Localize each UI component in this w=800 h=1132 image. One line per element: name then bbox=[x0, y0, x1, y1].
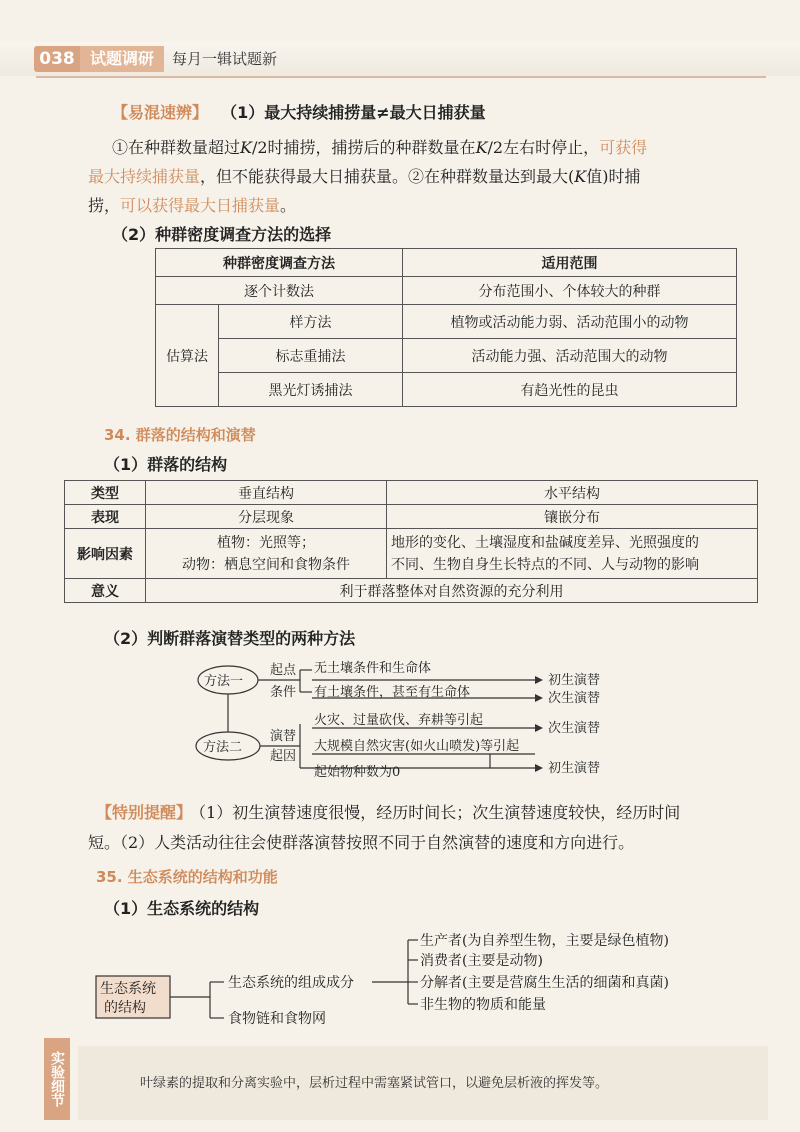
table-header: 垂直结构 bbox=[146, 481, 387, 505]
header-subtitle: 每月一辑试题新 bbox=[172, 50, 278, 68]
section-35-title: 35. 生态系统的结构和功能 bbox=[96, 868, 278, 886]
table-cell: 黑光灯诱捕法 bbox=[219, 373, 403, 407]
component-item: 分解者(主要是营腐生生活的细菌和真菌) bbox=[420, 975, 669, 991]
table-cell: 有趋光性的昆虫 bbox=[402, 373, 736, 407]
section-tag: 试题调研 bbox=[80, 46, 164, 72]
easy-confuse-tag: 【易混速辨】 bbox=[112, 103, 209, 122]
method-2-label: 方法二 bbox=[203, 740, 243, 755]
table-cell: 逐个计数法 bbox=[156, 277, 403, 305]
table-cell: 利于群落整体对自然资源的充分利用 bbox=[146, 579, 758, 603]
table-header: 适用范围 bbox=[402, 249, 736, 277]
highlight-text: 可以获得最大日捕获量 bbox=[120, 196, 281, 215]
table-cell: 表现 bbox=[65, 505, 146, 529]
table-cell: 标志重捕法 bbox=[219, 339, 403, 373]
text: （1）初生演替速度很慢，经历时间长；次生演替速度较快，经历时间 bbox=[198, 803, 681, 822]
branch-text: 无土壤条件和生命体 bbox=[314, 661, 432, 676]
footer-note-text: 叶绿素的提取和分离实验中，层析过程中需塞紧试管口，以避免层析液的挥发等。 bbox=[140, 1076, 609, 1091]
text: )时捕 bbox=[602, 167, 641, 186]
text: 左右时停止， bbox=[503, 138, 600, 157]
outcome-text: 次生演替 bbox=[548, 691, 601, 706]
easy-confuse-line-1 bbox=[88, 133, 760, 162]
cell-line: 不同、生物自身生长特点的不同、人与动物的影响 bbox=[391, 556, 699, 573]
component-item: 消费者(主要是动物) bbox=[420, 953, 543, 969]
easy-confuse-line-2 bbox=[88, 162, 760, 191]
community-structure-heading: （1）群落的结构 bbox=[104, 455, 228, 474]
method-1-label: 方法一 bbox=[204, 674, 244, 689]
food-web-label: 食物链和食物网 bbox=[228, 1011, 326, 1027]
highlight-text: 可获得 bbox=[599, 138, 648, 157]
succession-method-heading: （2）判断群落演替类型的两种方法 bbox=[104, 629, 356, 648]
ecosystem-structure-heading: （1）生态系统的结构 bbox=[104, 899, 260, 918]
ecosystem-box-line-1: 生态系统 bbox=[100, 981, 156, 997]
text: /2 bbox=[487, 138, 504, 157]
text: /2 bbox=[251, 138, 268, 157]
table-cell: 镶嵌分布 bbox=[387, 505, 758, 529]
composition-label: 生态系统的组成成分 bbox=[228, 975, 354, 991]
easy-confuse-title: （1）最大持续捕捞量≠最大日捕获量 bbox=[221, 103, 486, 122]
outcome-text: 初生演替 bbox=[548, 673, 601, 688]
outcome-text: 初生演替 bbox=[548, 761, 601, 776]
table-cell: 估算法 bbox=[156, 305, 219, 407]
cell-line: 地形的变化、土壤湿度和盐碱度差异、光照强度的 bbox=[391, 534, 699, 551]
text: 值 bbox=[586, 167, 603, 186]
branch-text: 有土壤条件，甚至有生命体 bbox=[314, 685, 471, 700]
ecosystem-box-line-2: 的结构 bbox=[104, 1000, 146, 1016]
table-cell bbox=[146, 529, 387, 579]
section-34-title: 34. 群落的结构和演替 bbox=[104, 426, 256, 444]
text: 。 bbox=[280, 196, 297, 215]
highlight-text: 最大持续捕获量 bbox=[88, 167, 201, 186]
start-point-label: 起点 bbox=[270, 663, 297, 678]
header-divider bbox=[36, 76, 766, 78]
succession-label: 演替 bbox=[270, 729, 297, 744]
condition-label: 条件 bbox=[270, 685, 297, 700]
text: 时捕捞，捕捞后的种群数量在 bbox=[267, 138, 476, 157]
table-cell: 分层现象 bbox=[146, 505, 387, 529]
page-number: 038 bbox=[34, 46, 80, 72]
branch-text: 火灾、过量砍伐、弃耕等引起 bbox=[314, 713, 484, 728]
easy-confuse-heading bbox=[112, 100, 486, 123]
table-cell: 活动能力强、活动范围大的动物 bbox=[402, 339, 736, 373]
text: ①在种群数量超过 bbox=[112, 138, 241, 157]
k-symbol: K bbox=[240, 138, 252, 157]
ecosystem-structure-diagram bbox=[90, 922, 730, 1034]
table-cell: 样方法 bbox=[219, 305, 403, 339]
text: 捞， bbox=[88, 196, 121, 215]
table-header: 种群密度调查方法 bbox=[156, 249, 403, 277]
special-tip-line-1 bbox=[96, 798, 766, 827]
special-tip-line-2: 短。（2）人类活动往往会使群落演替按照不同于自然演替的速度和方向进行。 bbox=[88, 833, 635, 852]
cause-label: 起因 bbox=[270, 749, 297, 764]
cell-line: 动物：栖息空间和食物条件 bbox=[182, 556, 350, 573]
community-structure-table bbox=[64, 480, 758, 603]
table-cell: 影响因素 bbox=[65, 529, 146, 579]
k-symbol: K bbox=[475, 138, 488, 157]
density-method-heading: （2）种群密度调查方法的选择 bbox=[112, 225, 332, 244]
branch-text: 大规模自然灾害(如火山喷发)等引起 bbox=[314, 739, 520, 754]
table-cell: 植物或活动能力弱、活动范围小的动物 bbox=[402, 305, 736, 339]
branch-text: 起始物种数为0 bbox=[314, 765, 401, 780]
k-symbol: K bbox=[574, 167, 587, 186]
component-item: 非生物的物质和能量 bbox=[420, 997, 546, 1013]
component-item: 生产者(为自养型生物，主要是绿色植物) bbox=[420, 933, 669, 949]
table-cell: 意义 bbox=[65, 579, 146, 603]
table-cell bbox=[387, 529, 758, 579]
easy-confuse-line-3 bbox=[88, 191, 760, 220]
density-method-table bbox=[155, 248, 737, 407]
succession-diagram bbox=[190, 652, 660, 782]
outcome-text: 次生演替 bbox=[548, 721, 601, 736]
special-tip-tag: 【特别提醒】 bbox=[96, 803, 193, 822]
table-cell: 分布范围小、个体较大的种群 bbox=[402, 277, 736, 305]
cell-line: 植物：光照等； bbox=[217, 534, 315, 551]
table-header: 类型 bbox=[65, 481, 146, 505]
experiment-detail-tab: 实验细节 bbox=[44, 1038, 70, 1120]
text: ，但不能获得最大日捕获量。②在种群数量达到最大( bbox=[200, 167, 575, 186]
table-header: 水平结构 bbox=[387, 481, 758, 505]
